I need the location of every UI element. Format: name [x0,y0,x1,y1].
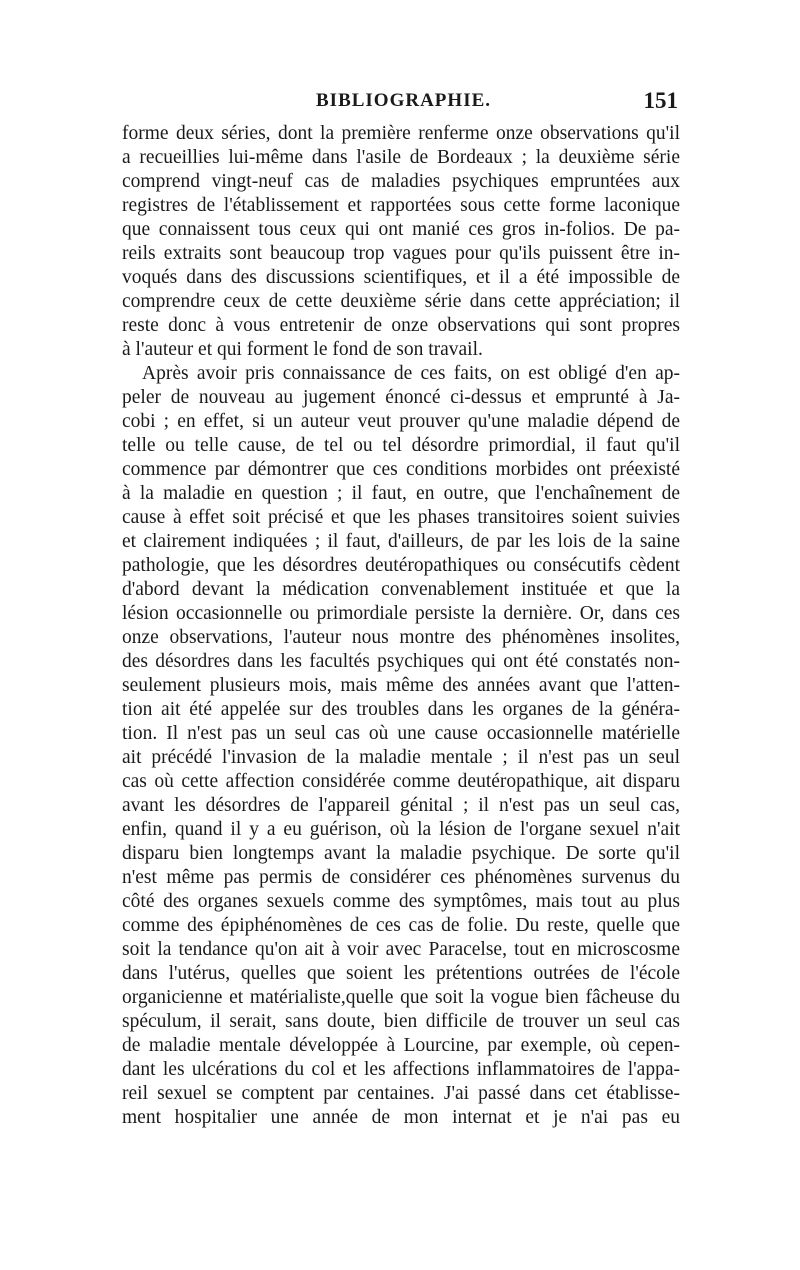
text-line: à la maladie en question ; il faut, en outre, que l'enchaînement de [122,483,680,504]
text-line: ait précédé l'invasion de la maladie mentale ; il n'est pas un seul [122,747,680,768]
running-head [122,88,680,122]
text-line: tion. Il n'est pas un seul cas où une cause occasionnelle matérielle [122,723,680,744]
text-line: registres de l'établissement et rapportées sous cette forme laconique [122,195,680,216]
text-line: telle ou telle cause, de tel ou tel désordre primordial, il faut qu'il [122,435,680,456]
text-line: reils extraits sont beaucoup trop vagues pour qu'ils puissent être in- [122,243,680,264]
text-line: enfin, quand il y a eu guérison, où la lésion de l'organe sexuel n'ait [122,819,680,840]
text-line: soit la tendance qu'on ait à voir avec Paracelse, tout en microscosme [122,939,680,960]
body-text [122,122,680,1130]
text-line: d'abord devant la médication convenablement instituée et que la [122,579,680,600]
text-line: a recueillies lui-même dans l'asile de Bordeaux ; la deuxième série [122,147,680,168]
text-line: disparu bien longtemps avant la maladie psychique. De sorte qu'il [122,843,680,864]
text-line: comprend vingt-neuf cas de maladies psychiques empruntées aux [122,171,680,192]
text-line: dant les ulcérations du col et les affections inflammatoires de l'appa- [122,1059,680,1080]
text-line: comprendre ceux de cette deuxième série dans cette appréciation; il [122,291,680,312]
text-line: reil sexuel se comptent par centaines. J'ai passé dans cet établisse- [122,1083,680,1104]
text-line: spéculum, il serait, sans doute, bien difficile de trouver un seul cas [122,1011,680,1032]
text-line: côté des organes sexuels comme des symptômes, mais tout au plus [122,891,680,912]
text-line: tion ait été appelée sur des troubles dans les organes de la généra- [122,699,680,720]
text-line: comme des épiphénomènes de ces cas de folie. Du reste, quelle que [122,915,680,936]
text-line: et clairement indiquées ; il faut, d'ailleurs, de par les lois de la saine [122,531,680,552]
book-page [122,88,680,1130]
text-line: onze observations, l'auteur nous montre des phénomènes insolites, [122,627,680,648]
page-number: 151 [643,88,678,113]
text-line: cause à effet soit précisé et que les phases transitoires soient suivies [122,507,680,528]
text-line: des désordres dans les facultés psychiques qui ont été constatés non- [122,651,680,672]
text-line: n'est même pas permis de considérer ces phénomènes survenus du [122,867,680,888]
text-line: de maladie mentale développée à Lourcine, par exemple, où cepen- [122,1035,680,1056]
text-line: peler de nouveau au jugement énoncé ci-dessus et emprunté à Ja- [122,387,680,408]
text-line: forme deux séries, dont la première renferme onze observations qu'il [122,123,680,144]
text-line: dans l'utérus, quelles que soient les prétentions outrées de l'école [122,963,680,984]
text-line: cobi ; en effet, si un auteur veut prouver qu'une maladie dépend de [122,411,680,432]
text-line: ment hospitalier une année de mon internat et je n'ai pas eu [122,1107,680,1128]
text-line: organicienne et matérialiste,quelle que soit la vogue bien fâcheuse du [122,987,680,1008]
text-line: lésion occasionnelle ou primordiale persiste la dernière. Or, dans ces [122,603,680,624]
text-line: voqués dans des discussions scientifiques, et il a été impossible de [122,267,680,288]
text-line: reste donc à vous entretenir de onze observations qui sont propres [122,315,680,336]
text-line: avant les désordres de l'appareil génital ; il n'est pas un seul cas, [122,795,680,816]
text-line: Après avoir pris connaissance de ces faits, on est obligé d'en ap- [142,363,680,384]
running-head-title: BIBLIOGRAPHIE. [316,90,492,111]
text-line: seulement plusieurs mois, mais même des années avant que l'atten- [122,675,680,696]
text-line: pathologie, que les désordres deutéropathiques ou consécutifs cèdent [122,555,680,576]
text-line: commence par démontrer que ces conditions morbides ont préexisté [122,459,680,480]
text-line: que connaissent tous ceux qui ont manié ces gros in-folios. De pa- [122,219,680,240]
text-line: à l'auteur et qui forment le fond de son travail. [122,339,483,360]
text-line: cas où cette affection considérée comme deutéropathique, ait disparu [122,771,680,792]
